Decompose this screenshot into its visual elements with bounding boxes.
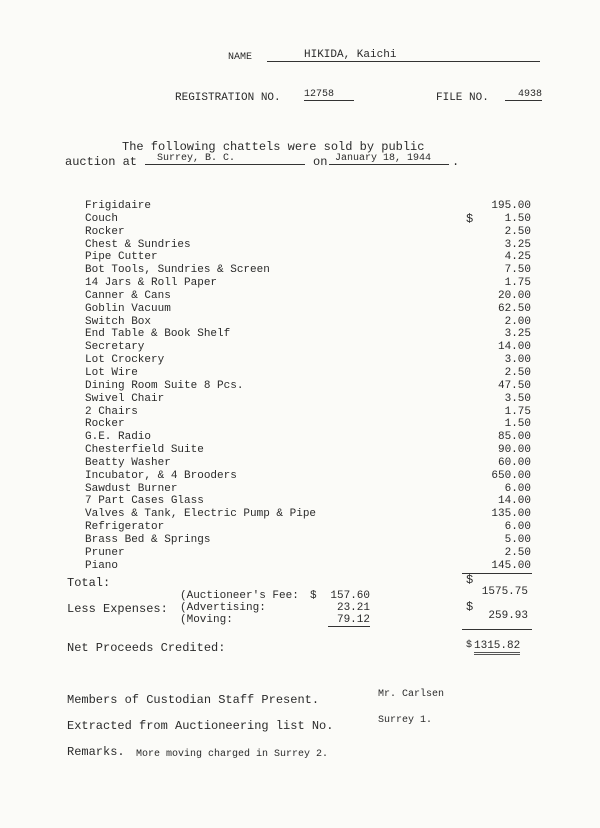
item-row	[85, 354, 531, 367]
item-name: Canner & Cans	[85, 289, 171, 302]
item-amount: 47.50	[497, 379, 531, 392]
item-amount: 1.50	[504, 212, 531, 225]
item-row	[85, 547, 531, 560]
item-amount: 1.50	[504, 418, 531, 431]
item-row	[85, 226, 531, 239]
item-amount: 2.50	[504, 366, 531, 379]
item-amount: 7.50	[504, 264, 531, 277]
item-amount: 4.25	[504, 251, 531, 264]
auction-place: Surrey, B. C.	[145, 153, 305, 165]
item-row	[85, 560, 531, 573]
item-amount: 85.00	[497, 431, 531, 444]
item-name: Lot Wire	[85, 366, 138, 379]
item-row	[85, 521, 531, 534]
item-row	[85, 431, 531, 444]
total-amount: 1575.75	[481, 586, 528, 598]
item-row	[85, 277, 531, 290]
name-value: HIKIDA, Kaichi	[267, 49, 540, 62]
item-row	[85, 239, 531, 252]
item-row	[85, 328, 531, 341]
item-name: Brass Bed & Springs	[85, 533, 211, 546]
intro-period: .	[452, 155, 460, 169]
item-amount: 6.00	[504, 482, 531, 495]
item-amount: 3.25	[504, 328, 531, 341]
item-row	[85, 213, 531, 226]
item-amount: 3.50	[504, 392, 531, 405]
registration-label: REGISTRATION NO.	[175, 92, 281, 104]
item-row	[85, 264, 531, 277]
item-row	[85, 341, 531, 354]
item-row	[85, 483, 531, 496]
item-amount: 650.00	[491, 469, 531, 482]
item-amount: 2.50	[504, 225, 531, 238]
name-label: NAME	[228, 52, 253, 63]
item-name: Bot Tools, Sundries & Screen	[85, 264, 270, 277]
item-row	[85, 444, 531, 457]
item-name: Refrigerator	[85, 521, 165, 534]
registration-number: 12758	[304, 89, 354, 101]
item-name: 2 Chairs	[85, 405, 138, 418]
item-row	[85, 470, 531, 483]
item-amount: 1.75	[504, 405, 531, 418]
item-amount: 90.00	[497, 444, 531, 457]
item-name: End Table & Book Shelf	[85, 328, 231, 341]
intro-on: on	[313, 155, 328, 169]
item-amount: 2.00	[504, 315, 531, 328]
dollar-sign: $	[466, 600, 474, 614]
item-name: Goblin Vacuum	[85, 302, 171, 315]
item-name: Rocker	[85, 418, 125, 431]
item-name: 7 Part Cases Glass	[85, 495, 204, 508]
item-amount: 20.00	[497, 289, 531, 302]
list-value: Surrey 1.	[378, 715, 433, 726]
divider	[462, 629, 532, 630]
remarks-label: Remarks.	[67, 745, 125, 759]
list-label: Extracted from Auctioneering list No.	[67, 719, 334, 733]
moving-amount: 79.12	[328, 614, 370, 627]
dollar-sign: $	[466, 573, 474, 587]
item-amount: 135.00	[491, 508, 531, 521]
item-amount: 60.00	[497, 456, 531, 469]
auction-date: January 18, 1944	[329, 153, 449, 165]
remarks-value: More moving charged in Surrey 2.	[136, 749, 329, 760]
advertising-amount: 23.21	[336, 602, 370, 614]
item-amount: 6.00	[504, 521, 531, 534]
item-row	[85, 303, 531, 316]
item-amount: 14.00	[497, 341, 531, 354]
item-name: Couch	[85, 212, 119, 225]
item-name: Valves & Tank, Electric Pump & Pipe	[85, 508, 317, 521]
dollar-sign: $	[310, 590, 317, 602]
item-row	[85, 367, 531, 380]
item-name: G.E. Radio	[85, 431, 152, 444]
fee-amount: 157.60	[330, 590, 370, 602]
item-amount: 1.75	[504, 277, 531, 290]
item-name: Pruner	[85, 546, 125, 559]
item-amount: 14.00	[497, 495, 531, 508]
item-amount: 2.50	[504, 546, 531, 559]
item-amount: 5.00	[504, 533, 531, 546]
moving-label: (Moving:	[180, 614, 233, 626]
file-number: 4938	[505, 89, 542, 101]
dollar-sign: $	[466, 640, 473, 651]
item-name: Swivel Chair	[85, 392, 165, 405]
item-name: Incubator, & 4 Brooders	[85, 469, 237, 482]
item-row	[85, 418, 531, 431]
file-label: FILE NO.	[436, 92, 489, 104]
item-row	[85, 200, 531, 213]
item-row	[85, 534, 531, 547]
expenses-amount: 259.93	[488, 610, 528, 622]
item-amount: 62.50	[497, 302, 531, 315]
item-row	[85, 457, 531, 470]
dollar-sign: $	[466, 212, 474, 226]
item-amount: 3.25	[504, 238, 531, 251]
item-row	[85, 380, 531, 393]
item-name: Dining Room Suite 8 Pcs.	[85, 379, 244, 392]
item-row	[85, 290, 531, 303]
item-name: Frigidaire	[85, 200, 152, 212]
item-amount: 3.00	[504, 354, 531, 367]
item-name: Piano	[85, 559, 119, 572]
less-expenses-label: Less Expenses:	[67, 602, 168, 616]
item-row	[85, 393, 531, 406]
item-name: 14 Jars & Roll Paper	[85, 277, 218, 290]
net-proceeds-amount: 1315.82	[474, 640, 520, 655]
staff-value: Mr. Carlsen	[378, 689, 445, 700]
item-row	[85, 495, 531, 508]
item-row	[85, 406, 531, 419]
item-name: Lot Crockery	[85, 354, 165, 367]
item-name: Sawdust Burner	[85, 482, 178, 495]
item-name: Chesterfield Suite	[85, 444, 204, 457]
item-name: Rocker	[85, 225, 125, 238]
items-list	[85, 200, 531, 572]
net-proceeds-label: Net Proceeds Credited:	[67, 641, 226, 655]
item-row	[85, 508, 531, 521]
fee-label: (Auctioneer's Fee:	[180, 590, 299, 602]
intro-auction-at: auction at	[65, 155, 138, 169]
item-name: Chest & Sundries	[85, 238, 191, 251]
advertising-label: (Advertising:	[180, 602, 266, 614]
staff-label: Members of Custodian Staff Present.	[67, 693, 320, 707]
intro-line-1: The following chattels were sold by public	[122, 140, 425, 154]
item-name: Pipe Cutter	[85, 251, 158, 264]
item-amount: 145.00	[491, 559, 531, 572]
item-name: Beatty Washer	[85, 456, 171, 469]
item-amount: 195.00	[491, 200, 531, 212]
item-name: Switch Box	[85, 315, 152, 328]
item-name: Secretary	[85, 341, 145, 354]
total-label: Total:	[67, 576, 111, 590]
item-row	[85, 251, 531, 264]
item-row	[85, 316, 531, 329]
